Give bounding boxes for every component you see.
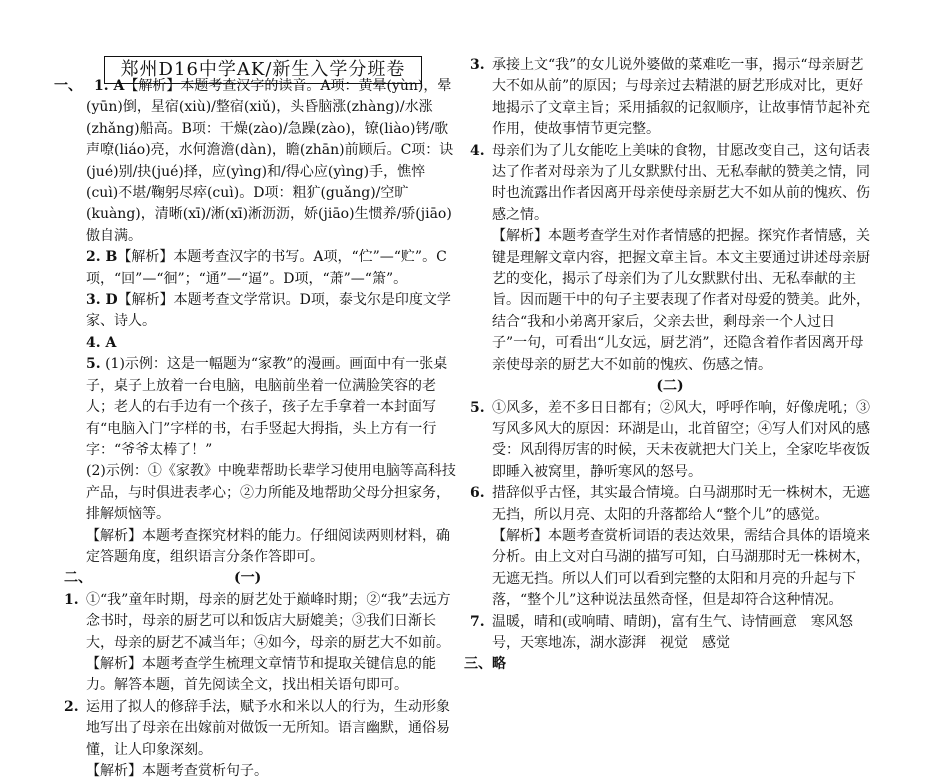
r3-text: 承接上文“我”的女儿说外婆做的菜难吃一事，揭示“母亲厨艺大不如从前”的原因；与母亲过去精湛的厨艺形成对比，更好地揭示了文章主旨；采用插叙的记叙顺序，让故事情节起补充作用，使故事情节更完整。 [492,57,870,138]
question-2 [64,247,456,290]
question-5 [64,354,456,568]
r5-number: 5. [470,399,485,416]
r2-number: 2. [64,698,79,715]
reading-question-7 [470,612,870,655]
part-1-title: (一) [234,570,262,587]
question-3 [64,290,456,333]
right-column [464,55,870,676]
r3-number: 3. [470,57,485,73]
question-1 [54,76,456,247]
r1-text: ①“我”童年时期，母亲的厨艺处于巅峰时期；②“我”去远方念书时，母亲的厨艺可以和饭店大厨媲美；③我们日渐长大，母亲的厨艺不减当年；④如今，母亲的厨艺大不如前。 [86,591,451,651]
r6-analysis: 【解析】本题考查赏析词语的表达效果，需结合具体的语境来分析。由上文对白马湖的描写可知，白马湖那时无一株树木，无遮无挡。所以人们可以看到完整的太阳和月亮的升起与下落，“整个儿”这种说法虽然奇怪，但是却符合这种情况。 [492,527,870,609]
left-column [54,55,456,782]
r4-number: 4. [470,142,485,159]
reading-question-2 [64,697,456,782]
q3-text: 【解析】本题考查文学常识。D项，泰戈尔是印度文学家、诗人。 [86,292,451,330]
reading-question-6 [470,483,870,611]
q4-number: 4. A [86,334,117,351]
r2-text: 运用了拟人的修辞手法，赋予水和米以人的行为，生动形象地写出了母亲在出嫁前对做饭一无所知。语言幽默，通俗易懂，让人印象深刻。 [86,698,450,758]
r1-analysis: 【解析】本题考查学生梳理文章情节和提取关键信息的能力。解答本题，首先阅读全文，找出相关语句即可。 [86,655,436,694]
reading-question-5 [470,398,870,484]
r1-number: 1. [64,591,79,608]
r4-analysis: 【解析】本题考查学生对作者情感的把握。探究作者情感，关键是理解文章内容，把握文章主旨。本文主要通过讲述母亲厨艺的变化，揭示了母亲们为了儿女默默付出、无私奉献的主旨。因而题干中的句子主要表现了作者对母爱的赞美。此外，结合“我和小弟离开家后，父亲去世，剩母亲一个人过日子”一句，可看出“儿女远，厨艺消”，还隐含着作者因离开母亲使母亲的厨艺大不如前的愧疚、伤感之情。 [492,228,870,373]
section-3: 三、略 [464,656,506,673]
reading-question-4 [470,141,870,376]
q1-text: 【解析】本题考查汉字的读音。A项：黄晕(yùn)，晕(yūn)倒，星宿(xiù)/整宿(xiǔ)，头昏脑涨(zhàng)/水涨(zhǎng)船高。B项：干燥(zào)/急躁(zào)，镣(liào)铐/歌声嘹(liáo)亮，水何澹澹(dàn)，瞻(zhān)前顾后。C项：诀(jué)别/抉(jué)择，应(yìng)和/得心应(yìng)手，憔悴(cuì)不堪/鞠躬尽瘁(cuì)。D项：粗犷(guǎng)/空旷(kuàng)，清晰(xī)/淅(xī)淅沥沥，娇(jiāo)生惯养/骄(jiāo)傲自满。 [86,78,454,244]
section-1-number: 一、 [54,78,82,94]
r2-analysis: 【解析】本题考查赏析句子。 [86,763,268,779]
q5-text-2: (2)示例：①《家教》中晚辈帮助长辈学习使用电脑等高科技产品，与时俱进表孝心；②力所能及地帮助父母分担家务，排解烦恼等。 [86,463,456,523]
q5-analysis: 【解析】本题考查探究材料的能力。仔细阅读两则材料，确定答题角度，组织语言分条作答即可。 [86,527,450,565]
r7-number: 7. [470,613,485,630]
r5-text: ①风多，差不多日日都有；②风大，呼呼作响，好像虎吼；③写风多风大的原因：环湖是山，北首留空；④写人们对风的感受：风刮得厉害的时候，天未夜就把大门关上，全家吃毕夜饭即睡入被窝里，静听寒风的怒号。 [492,399,870,480]
q2-text: 【解析】本题考查汉字的书写。A项，“伫”—“贮”。C项，“回”—“徊”；“通”—“逼”。D项，“萧”—“箫”。 [86,249,447,287]
reading-question-3 [470,55,870,141]
r7-text: 温暖，晴和(或响晴、晴朗)，富有生气、诗情画意 寒风怒号，天寒地冻，湖水澎湃 视觉 感觉 [492,613,853,651]
q1-number: 1. A [94,78,125,94]
r4-text: 母亲们为了儿女能吃上美味的食物，甘愿改变自己，这句话表达了作者对母亲为了儿女默默付出、无私奉献的赞美之情，同时也流露出作者因离开母亲使母亲厨艺大不如从前的愧疚、伤感之情。 [492,142,870,223]
part-2-title: (二) [656,378,684,395]
q5-number: 5. [86,356,101,373]
q5-text-1: (1)示例：这是一幅题为“家教”的漫画。画面中有一张桌子，桌子上放着一台电脑，电脑前坐着一位满脸笑容的老人；老人的右手边有一个孩子，孩子左手拿着一本封面写有“电脑入门”字样的书，右手竖起大拇指，头上方有一行字：“爷爷太棒了！” [86,356,448,458]
q3-number: 3. D [86,292,118,309]
page-title: 郑州D16中学AK/新生入学分班卷 [104,56,422,84]
q2-number: 2. B [86,249,118,266]
question-4 [64,333,456,354]
r6-number: 6. [470,485,485,502]
section-2-number: 二、 [64,570,92,587]
reading-question-1 [64,590,456,697]
r6-text: 措辞似乎古怪，其实最合情境。白马湖那时无一株树木，无遮无挡，所以月亮、太阳的升落都给人“整个儿”的感觉。 [492,485,870,523]
section-2-header [64,568,456,589]
